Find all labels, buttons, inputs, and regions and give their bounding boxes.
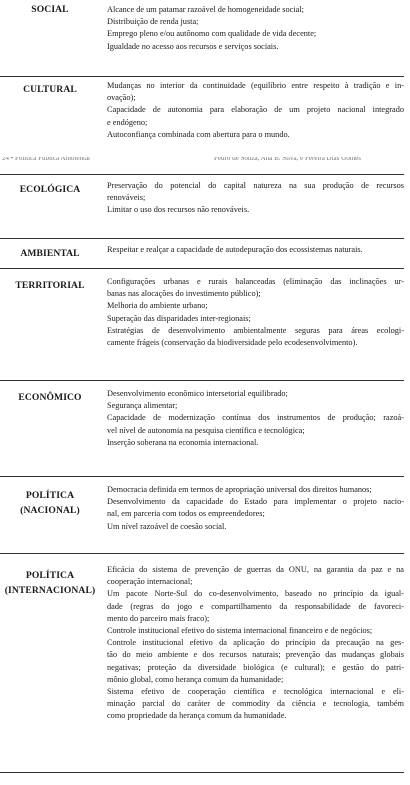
dimension-label-line: (INTERNACIONAL) [4, 585, 96, 596]
description-line: negativas; proteção da diversidade biológica (e cultural); e gestão do patri- [107, 662, 404, 672]
description-line: Autoconfiança combinada com abertura para o mundo. [107, 129, 290, 139]
dimension-label-line: TERRITORIAL [15, 280, 85, 291]
dimension-description [107, 180, 404, 217]
dimension-label [0, 84, 100, 96]
dimension-label-line: ECOLÓGICA [19, 184, 81, 195]
description-line: e endógeno; [107, 117, 148, 127]
description-line: Limitar o uso dos recursos não renováveis. [107, 205, 250, 215]
row-divider [0, 238, 404, 239]
description-line: Preservação do potencial do capital natureza na sua produção de recursos [107, 181, 404, 190]
description-line: renováveis; [107, 193, 146, 203]
description-line: Alcance de um patamar razoável de homogeneidade social; [107, 5, 304, 14]
table-bottom-rule [0, 772, 404, 773]
description-line: Desenvolvimento da capacidade do Estado para implementar o projeto nacio- [107, 497, 404, 507]
description-line: Emprego pleno e/ou autônomo com qualidade de vida decente; [107, 29, 317, 39]
description-line: Inserção soberana na economia internacional. [107, 437, 259, 447]
dimension-label-line: POLÍTICA [25, 570, 75, 581]
description-line: tão do meio ambiente e dos recursos naturais; prevenção das mudanças globais [107, 650, 404, 660]
row-divider [0, 174, 404, 175]
description-line: banas nas alocações do investimento público); [107, 289, 261, 299]
dimension-label [0, 280, 100, 292]
row-divider [0, 380, 404, 381]
dimension-label-line: ECONÔMICO [18, 392, 82, 403]
description-line: como propriedade da herança comum da humanidade. [107, 711, 287, 721]
description-line: vel nível de autonomia na pesquisa científica e tecnológica; [107, 425, 305, 435]
description-line: Desenvolvimento econômico intersetorial equilibrado; [107, 389, 288, 398]
description-line: Capacidade de modernização contínua dos instrumentos de produção; razoá- [107, 413, 404, 423]
row-divider [0, 476, 404, 477]
description-line: Mudanças no interior da continuidade (equilíbrio entre respeito à tradição e in- [107, 81, 404, 90]
description-line: Controle institucional efetivo da aplicação do princípio da precaução na ges- [107, 638, 404, 648]
dimension-label [0, 248, 100, 260]
description-line: Capacidade de autonomia para elaboração de um projeto nacional integrado [107, 105, 404, 115]
description-line: Sistema efetivo de cooperação científica e tecnológica internacional e eli- [107, 687, 404, 697]
description-line: ovação); [107, 93, 136, 103]
dimension-label-line: (NACIONAL) [20, 505, 80, 516]
description-line: Um pacote Norte-Sul do co-desenvolvimento, baseado no princípio da igual- [107, 589, 404, 599]
row-divider [0, 268, 404, 269]
description-line: Controle institucional efetivo do sistema internacional financeiro e de negócios; [107, 626, 373, 636]
dimension-label [0, 184, 100, 196]
description-line: mônio global, como herança comum da humanidade; [107, 674, 284, 684]
description-line: dade (regras do jogo e compartilhamento da responsabilidade de favoreci- [107, 601, 404, 611]
running-head-right: Pedro de Souza, Ana B. Silva, e Pereira Dias Gomes [214, 157, 361, 162]
description-line: Superação das disparidades inter-regionais; [107, 313, 251, 323]
dimension-description [107, 4, 404, 53]
dimension-description [107, 388, 404, 449]
description-line: mento do parceiro mais fraco); [107, 613, 210, 623]
description-line: camente frágeis (conservação da biodiversidade pelo ecodesenvolvimento). [107, 338, 358, 348]
description-line: Igualdade no acesso aos recursos e serviços sociais. [107, 41, 279, 51]
dimension-label-line: POLÍTICA [25, 490, 75, 501]
description-line: minação parcial do caráter de commodity da ciência e tecnologia, também [107, 699, 404, 709]
dimension-description [107, 484, 404, 533]
dimension-label-line: CULTURAL [23, 84, 77, 95]
running-head-fragment [0, 157, 404, 165]
row-divider [0, 76, 404, 77]
dimension-label [0, 568, 100, 598]
description-line: Um nível razoável de coesão social. [107, 521, 227, 531]
dimension-description [107, 80, 404, 141]
row-divider [0, 553, 404, 554]
dimension-description [107, 564, 404, 723]
description-line: Respeitar e realçar a capacidade de autodepuração dos ecossistemas naturais. [107, 245, 363, 254]
description-line: Democracia definida em termos de apropriação universal dos direitos humanos; [107, 485, 372, 494]
description-line: Configurações urbanas e rurais balanceadas (eliminação das inclinações ur- [107, 277, 404, 286]
description-line: Eficácia do sistema de prevenção de guerras da ONU, na garantia da paz e na [107, 565, 404, 574]
description-line: Melhoria do ambiente urbano; [107, 301, 208, 311]
description-line: cooperação internacional; [107, 577, 193, 587]
running-head-left: 24 • Política Pública Ambiental [2, 157, 90, 162]
dimension-label [0, 4, 100, 16]
description-line: nal, em parceria com todos os empreendedores; [107, 509, 265, 519]
description-line: Estratégias de desenvolvimento ambientalmente seguras para áreas ecologi- [107, 325, 404, 335]
dimension-label [0, 488, 100, 518]
dimension-description [107, 276, 404, 349]
dimension-label-line: SOCIAL [31, 4, 69, 15]
dimension-label-line: AMBIENTAL [20, 248, 80, 259]
dimension-label [0, 392, 100, 404]
description-line: Segurança alimentar; [107, 401, 178, 411]
description-line: Distribuição de renda justa; [107, 17, 199, 27]
dimension-description [107, 244, 404, 256]
